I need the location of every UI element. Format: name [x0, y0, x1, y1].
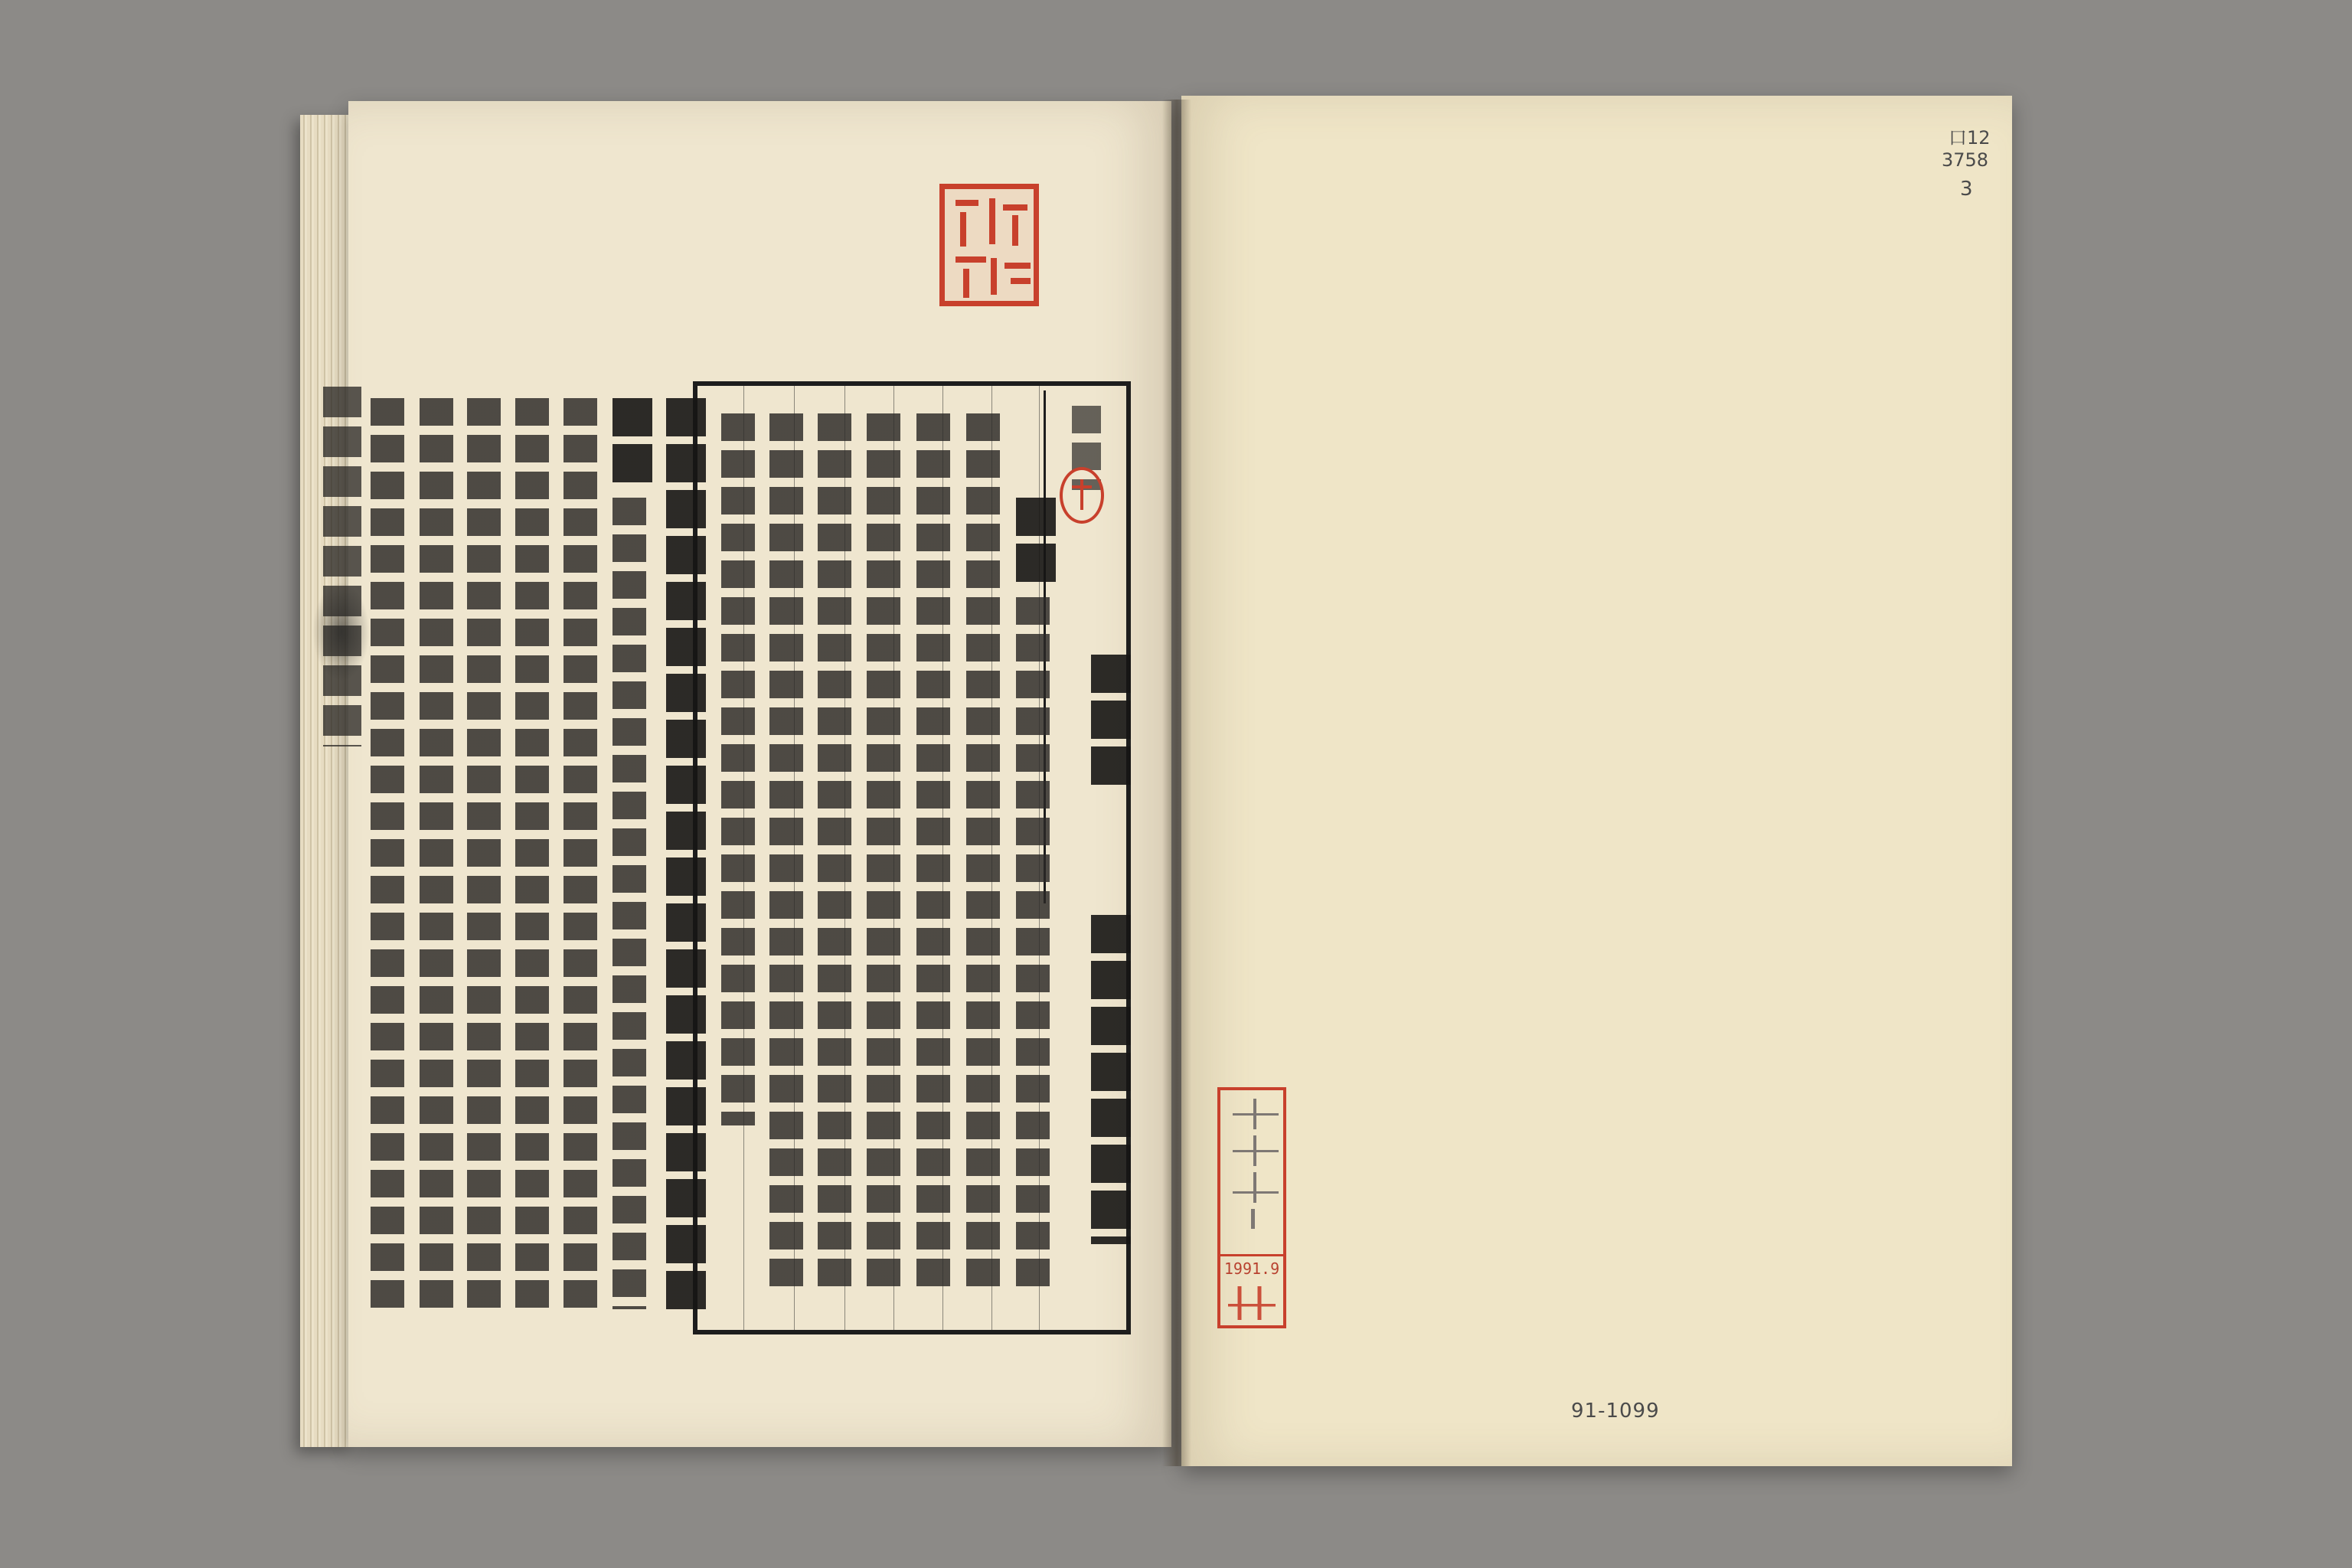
text-column — [818, 413, 851, 1286]
stamp-lower-mark — [1228, 1286, 1276, 1320]
call-number-line1: 口12 — [1949, 127, 1991, 149]
text-column — [1091, 915, 1131, 1244]
text-column — [867, 413, 900, 1286]
handwritten-signature — [1233, 1099, 1279, 1229]
text-column — [467, 398, 501, 1309]
margin-title-column — [323, 387, 361, 746]
ink-smudge — [312, 582, 370, 681]
volume-number: 3 — [1960, 178, 1973, 201]
text-column — [420, 398, 453, 1309]
page-edge-stack — [300, 115, 354, 1447]
text-column — [1016, 597, 1050, 1286]
text-column — [966, 413, 1000, 1286]
text-column — [1091, 655, 1131, 789]
right-page — [1181, 96, 2012, 1466]
text-column — [721, 413, 755, 1125]
book-gutter — [1162, 100, 1191, 1466]
text-column — [612, 398, 652, 490]
text-column — [564, 398, 597, 1309]
text-column — [515, 398, 549, 1309]
call-number-line2: 3758 — [1942, 149, 1989, 171]
text-column — [916, 413, 950, 1286]
text-column — [769, 413, 803, 1286]
collector-seal — [939, 184, 1039, 306]
text-column — [371, 398, 404, 1309]
round-seal — [1060, 467, 1104, 524]
text-column — [612, 498, 646, 1309]
stamp-date: 1991.9 — [1223, 1259, 1280, 1278]
text-column — [666, 398, 706, 1317]
accession-number: 91-1099 — [1571, 1400, 1660, 1423]
text-column — [1016, 498, 1056, 590]
